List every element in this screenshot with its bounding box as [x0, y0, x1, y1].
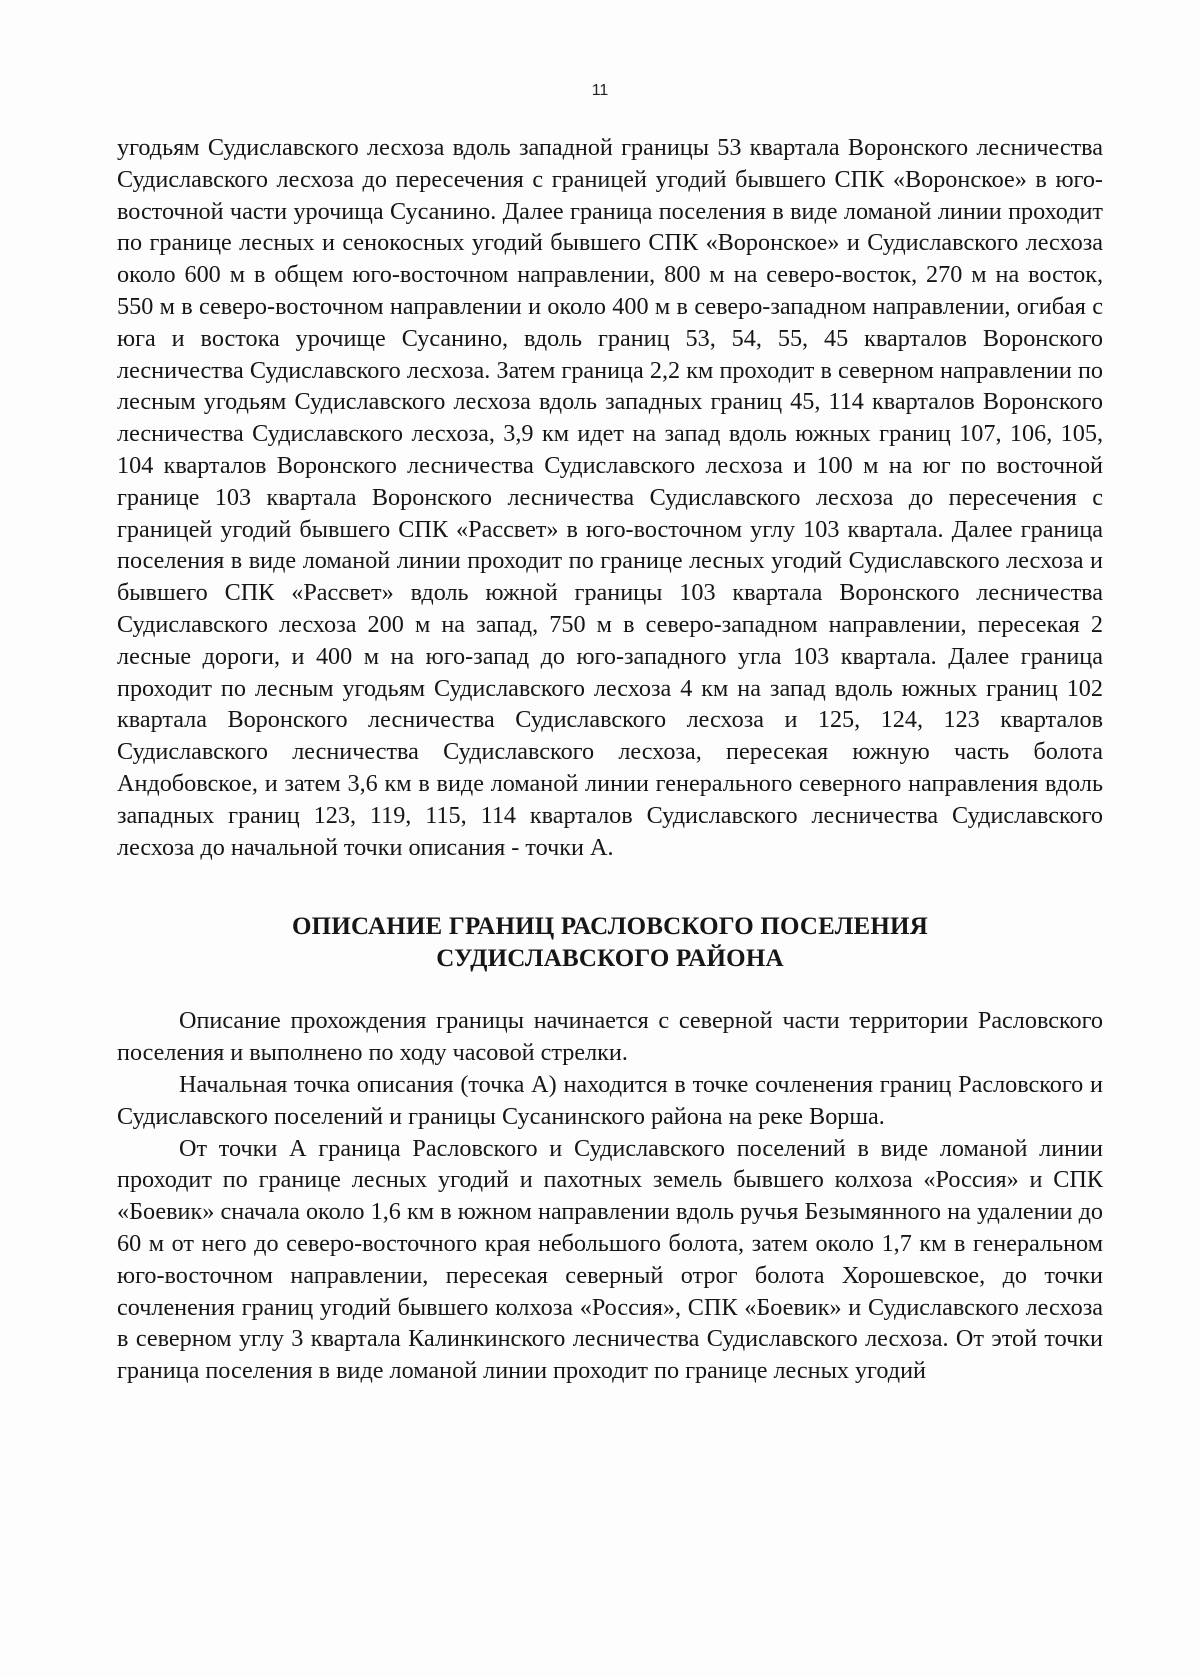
document-body [117, 132, 1103, 1387]
page-number: 11 [591, 82, 609, 99]
section-heading-line-2: СУДИСЛАВСКОГО РАЙОНА [436, 945, 784, 973]
section-paragraph-start-point: Начальная точка описания (точка А) находится в точке сочленения границ Расловского и Судиславского поселений и границы Сусанинского района на реке Ворша. [117, 1070, 1103, 1130]
section-paragraph-intro: Описание прохождения границы начинается с северной части территории Расловского поселения и выполнено по ходу часовой стрелки. [117, 1007, 1103, 1067]
section-paragraph-route: От точки А граница Расловского и Судиславского поселений в виде ломаной линии проходит по границе лесных угодий и пахотных земель бывшего колхоза «Россия» и СПК «Боевик» сначала около 1,6 км в южном направлении вдоль ручья Безымянного на удалении до 60 м от него до северо-восточного края небольшого болота, затем около 1,7 км в генеральном юго-восточном направлении, пересекая северный отрог болота Хорошевское, до точки сочленения границ угодий бывшего колхоза «Россия», СПК «Боевик» и Судиславского лесхоза в северном углу 3 квартала Калинкинского лесничества Судиславского лесхоза. От этой точки граница поселения в виде ломаной линии проходит по границе лесных угодий [117, 1134, 1103, 1385]
continued-paragraph: угодьям Судиславского лесхоза вдоль западной границы 53 квартала Воронского лесничества Судиславского лесхоза до пересечения с границей угодий бывшего СПК «Воронское» в юго-восточной части урочища Сусанино. Далее граница поселения в виде ломаной линии проходит по границе лесных и сенокосных угодий бывшего СПК «Воронское» и Судиславского лесхоза около 600 м в общем юго-восточном направлении, 800 м на северо-восток, 270 м на восток, 550 м в северо-восточном направлении и около 400 м в северо-западном направлении, огибая с юга и востока урочище Сусанино, вдоль границ 53, 54, 55, 45 кварталов Воронского лесничества Судиславского лесхоза. Затем граница 2,2 км проходит в северном направлении по лесным угодьям Судиславского лесхоза вдоль западных границ 45, 114 кварталов Воронского лесничества Судиславского лесхоза, 3,9 км идет на запад вдоль южных границ 107, 106, 105, 104 кварталов Воронского лесничества Судиславского лесхоза и 100 м на юг по восточной границе 103 квартала Воронского лесничества Судиславского лесхоза до пересечения с границей угодий бывшего СПК «Рассвет» в юго-восточном углу 103 квартала. Далее граница поселения в виде ломаной линии проходит по границе лесных угодий Судиславского лесхоза и бывшего СПК «Рассвет» вдоль южной границы 103 квартала Воронского лесничества Судиславского лесхоза 200 м на запад, 750 м в северо-западном направлении, пересекая 2 лесные дороги, и 400 м на юго-запад до юго-западного угла 103 квартала. Далее граница проходит по лесным угодьям Судиславского лесхоза 4 км на запад вдоль южных границ 102 квартала Воронского лесничества Судиславского лесхоза и 125, 124, 123 кварталов Судиславского лесничества Судиславского лесхоза, пересекая южную часть болота Андобовское, и затем 3,6 км в виде ломаной линии генерального северного направления вдоль западных границ 123, 119, 115, 114 кварталов Судиславского лесничества Судиславского лесхоза до начальной точки описания - точки А. [117, 134, 1103, 861]
section-heading-line-1: ОПИСАНИЕ ГРАНИЦ РАСЛОВСКОГО ПОСЕЛЕНИЯ [292, 913, 928, 941]
section-heading [117, 911, 1103, 975]
